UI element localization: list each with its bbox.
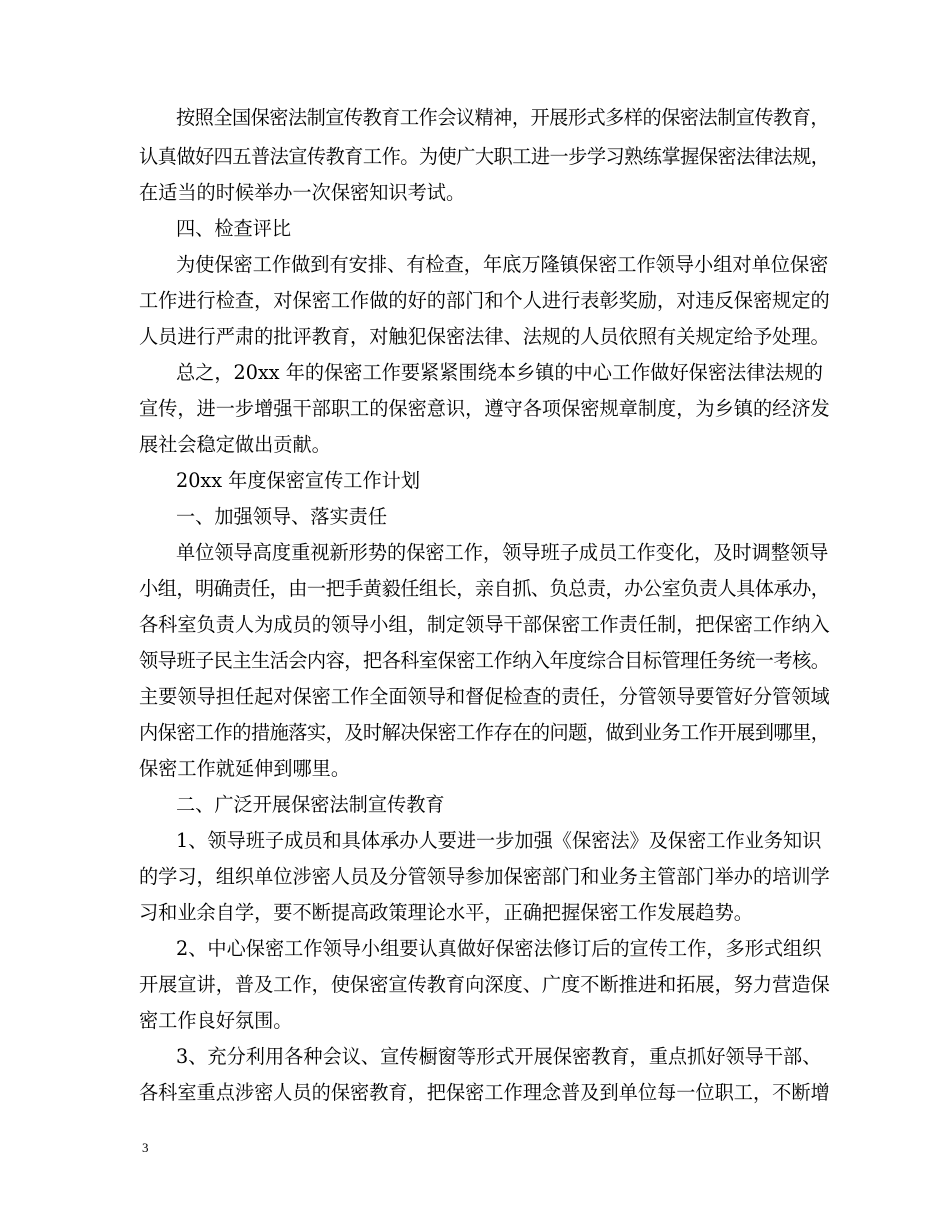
text-line: 总之，20xx 年的保密工作要紧紧围绕本乡镇的中心工作做好保密法律法规的 <box>176 361 823 384</box>
text-line: 3、充分利用各种会议、宣传橱窗等形式开展保密教育，重点抓好领导干部、 <box>176 1045 822 1068</box>
text-line: 按照全国保密法制宣传教育工作会议精神，开展形式多样的保密法制宣传教育， <box>176 106 830 129</box>
text-line: 密工作良好氛围。 <box>139 1009 293 1032</box>
text-line: 四、检查评比 <box>176 217 292 240</box>
text-line: 领导班子民主生活会内容，把各科室保密工作纳入年度综合目标管理任务统一考核。 <box>139 649 830 672</box>
text-line: 为使保密工作做到有安排、有检查，年底万隆镇保密工作领导小组对单位保密 <box>176 253 829 276</box>
text-line: 认真做好四五普法宣传教育工作。为使广大职工进一步学习熟练掌握保密法律法规， <box>139 145 830 168</box>
text-line: 工作进行检查，对保密工作做的好的部门和个人进行表彰奖励，对违反保密规定的 <box>139 289 830 312</box>
text-line: 内保密工作的措施落实，及时解决保密工作存在的问题，做到业务工作开展到哪里， <box>139 721 830 744</box>
page-number: 3 <box>142 1140 149 1155</box>
text-line: 人员进行严肃的批评教育，对触犯保密法律、法规的人员依照有关规定给予处理。 <box>139 325 830 348</box>
text-line: 保密工作就延伸到哪里。 <box>139 757 351 780</box>
text-line: 各科室负责人为成员的领导小组，制定领导干部保密工作责任制，把保密工作纳入 <box>139 613 830 636</box>
text-line: 二、广泛开展保密法制宣传教育 <box>176 793 445 816</box>
text-line: 2、中心保密工作领导小组要认真做好保密法修订后的宣传工作，多形式组织 <box>176 937 822 960</box>
text-line: 各科室重点涉密人员的保密教育，把保密工作理念普及到单位每一位职工，不断增 <box>139 1081 830 1104</box>
text-line: 宣传，进一步增强干部职工的保密意识，遵守各项保密规章制度，为乡镇的经济发 <box>139 397 830 420</box>
text-line: 主要领导担任起对保密工作全面领导和督促检查的责任，分管领导要管好分管领域 <box>139 685 830 708</box>
text-line: 习和业余自学，要不断提高政策理论水平，正确把握保密工作发展趋势。 <box>139 901 753 924</box>
text-line: 开展宣讲，普及工作，使保密宣传教育向深度、广度不断推进和拓展，努力营造保 <box>139 973 830 996</box>
text-line: 在适当的时候举办一次保密知识考试。 <box>139 181 466 204</box>
text-line: 的学习，组织单位涉密人员及分管领导参加保密部门和业务主管部门举办的培训学 <box>139 865 830 888</box>
text-line: 1、领导班子成员和具体承办人要进一步加强《保密法》及保密工作业务知识 <box>176 829 822 852</box>
text-line: 小组，明确责任，由一把手黄毅任组长，亲自抓、负总责，办公室负责人具体承办， <box>139 577 830 600</box>
text-line: 单位领导高度重视新形势的保密工作，领导班子成员工作变化，及时调整领导 <box>176 541 829 564</box>
text-line: 一、加强领导、落实责任 <box>176 505 388 528</box>
text-line: 展社会稳定做出贡献。 <box>139 433 331 456</box>
text-line: 20xx 年度保密宣传工作计划 <box>176 469 421 492</box>
